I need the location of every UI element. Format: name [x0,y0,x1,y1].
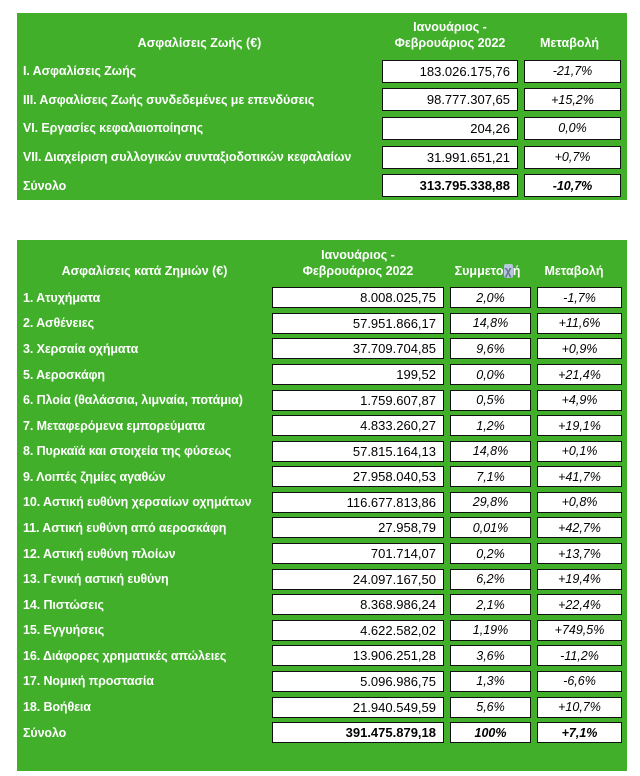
table-row [17,592,627,618]
row-value: 24.097.167,50 [272,569,444,590]
share-header-prefix: Συμμετο [454,263,504,278]
row-share: 6,2% [450,569,531,590]
period-line1: Ιανουάριος - [321,247,395,262]
row-value: 57.951.866,17 [272,313,444,334]
row-change: +4,9% [537,390,622,411]
table-row [17,541,627,567]
row-change: -21,7% [524,60,621,83]
table-row [17,143,627,172]
share-header-suffix: ή [512,263,521,278]
row-share: 1,19% [450,620,531,641]
row-share: 3,6% [450,645,531,666]
find-highlight: χ [504,263,512,278]
row-share: 1,2% [450,415,531,436]
total-value: 391.475.879,18 [272,722,444,743]
row-change: +0,9% [537,338,622,359]
table-row [17,566,627,592]
row-change: +749,5% [537,620,622,641]
row-value: 8.008.025,75 [272,287,444,308]
period-line1: Ιανουάριος - [413,19,487,34]
row-value: 4.833.260,27 [272,415,444,436]
row-label: 3. Χερσαία οχήματα [23,341,139,356]
table-row [17,387,627,413]
row-value: 37.709.704,85 [272,338,444,359]
table-row [17,57,627,86]
damage-insurance-table [17,240,627,771]
table-row [17,694,627,720]
row-share: 0,2% [450,543,531,564]
row-value: 27.958.040,53 [272,466,444,487]
row-share: 14,8% [450,441,531,462]
row-label: 10. Αστική ευθύνη χερσαίων οχημάτων [23,495,252,510]
row-share: 7,1% [450,466,531,487]
row-change: +19,4% [537,569,622,590]
table-row [17,336,627,362]
table-row [17,285,627,311]
total-change: +7,1% [537,722,622,743]
life-table-header [17,13,627,57]
row-change: 0,0% [524,117,621,140]
total-value: 313.795.338,88 [382,174,518,197]
row-change: +10,7% [537,697,622,718]
row-value: 98.777.307,65 [382,88,518,111]
row-share: 29,8% [450,492,531,513]
row-label: 18. Βοήθεια [23,700,91,715]
total-change: -10,7% [524,174,621,197]
row-change: +0,7% [524,146,621,169]
row-value: 4.622.582,02 [272,620,444,641]
life-change-header: Μεταβολή [539,35,600,50]
table-row [17,464,627,490]
damage-period-header [272,247,444,280]
row-share: 5,6% [450,697,531,718]
table-row [17,669,627,695]
life-table-body [17,57,627,171]
row-label: 6. Πλοία (θαλάσσια, λιμναία, ποτάμια) [23,393,243,408]
row-value: 13.906.251,28 [272,645,444,666]
row-label: 16. Διάφορες χρηματικές απώλειες [23,648,227,663]
row-label: VΙΙ. Διαχείριση συλλογικών συνταξιοδοτικών κεφαλαίων [23,150,352,165]
total-share: 100% [450,722,531,743]
row-value: 116.677.813,86 [272,492,444,513]
table-row [17,311,627,337]
table-row [17,114,627,143]
row-value: 31.991.651,21 [382,146,518,169]
row-label: 17. Νομική προστασία [23,674,154,689]
row-label: 1. Ατυχήματα [23,290,101,305]
row-value: 199,52 [272,364,444,385]
row-change: +19,1% [537,415,622,436]
row-share: 1,3% [450,671,531,692]
life-category-header: Ασφαλίσεις Ζωής (€) [137,35,262,50]
table-row [17,438,627,464]
row-label: VΙ. Εργασίες κεφαλαιοποίησης [23,121,204,136]
row-label: 14. Πιστώσεις [23,597,104,612]
total-label: Σύνολο [23,725,67,740]
life-period-header [382,19,518,52]
row-share: 0,01% [450,517,531,538]
period-line2: Φεβρουάριος 2022 [394,35,506,50]
damage-category-header: Ασφαλίσεις κατά Ζημιών (€) [61,263,228,278]
row-label: 7. Μεταφερόμενα εμπορεύματα [23,418,206,433]
row-change: +42,7% [537,517,622,538]
row-label: Ι. Ασφαλίσεις Ζωής [23,64,137,79]
row-share: 0,0% [450,364,531,385]
table-row [17,362,627,388]
row-value: 204,26 [382,117,518,140]
row-change: -6,6% [537,671,622,692]
row-value: 183.026.175,76 [382,60,518,83]
share-header [444,263,531,279]
row-value: 8.368.986,24 [272,594,444,615]
row-label: 9. Λοιπές ζημίες αγαθών [23,469,166,484]
table-row [17,413,627,439]
row-change: +22,4% [537,594,622,615]
table-row [17,643,627,669]
damage-total-row [17,720,627,746]
row-value: 701.714,07 [272,543,444,564]
row-value: 1.759.607,87 [272,390,444,411]
table-row [17,490,627,516]
row-share: 0,5% [450,390,531,411]
row-change: +0,1% [537,441,622,462]
row-share: 9,6% [450,338,531,359]
row-change: +41,7% [537,466,622,487]
row-label: 8. Πυρκαϊά και στοιχεία της φύσεως [23,444,232,459]
row-label: 15. Εγγυήσεις [23,623,105,638]
period-line2: Φεβρουάριος 2022 [302,263,414,278]
row-label: 11. Αστική ευθύνη από αεροσκάφη [23,520,227,535]
row-label: 13. Γενική αστική ευθύνη [23,572,169,587]
row-label: 5. Αεροσκάφη [23,367,105,382]
row-value: 21.940.549,59 [272,697,444,718]
row-value: 5.096.986,75 [272,671,444,692]
row-label: 2. Ασθένειες [23,316,94,331]
row-change: +15,2% [524,88,621,111]
row-value: 57.815.164,13 [272,441,444,462]
damage-change-header: Μεταβολή [544,263,604,278]
row-change: +13,7% [537,543,622,564]
damage-table-header [17,240,627,285]
row-share: 2,0% [450,287,531,308]
life-insurance-table [17,13,627,200]
table-row [17,86,627,115]
row-share: 2,1% [450,594,531,615]
row-change: -11,2% [537,645,622,666]
row-change: +11,6% [537,313,622,334]
row-value: 27.958,79 [272,517,444,538]
life-total-row [17,171,627,200]
row-label: ΙΙΙ. Ασφαλίσεις Ζωής συνδεδεμένες με επενδύσεις [23,92,315,107]
damage-table-body [17,285,627,720]
total-label: Σύνολο [23,178,67,193]
row-change: +0,8% [537,492,622,513]
row-label: 12. Αστική ευθύνη πλοίων [23,546,176,561]
table-row [17,618,627,644]
row-share: 14,8% [450,313,531,334]
table-row [17,515,627,541]
row-change: +21,4% [537,364,622,385]
row-change: -1,7% [537,287,622,308]
